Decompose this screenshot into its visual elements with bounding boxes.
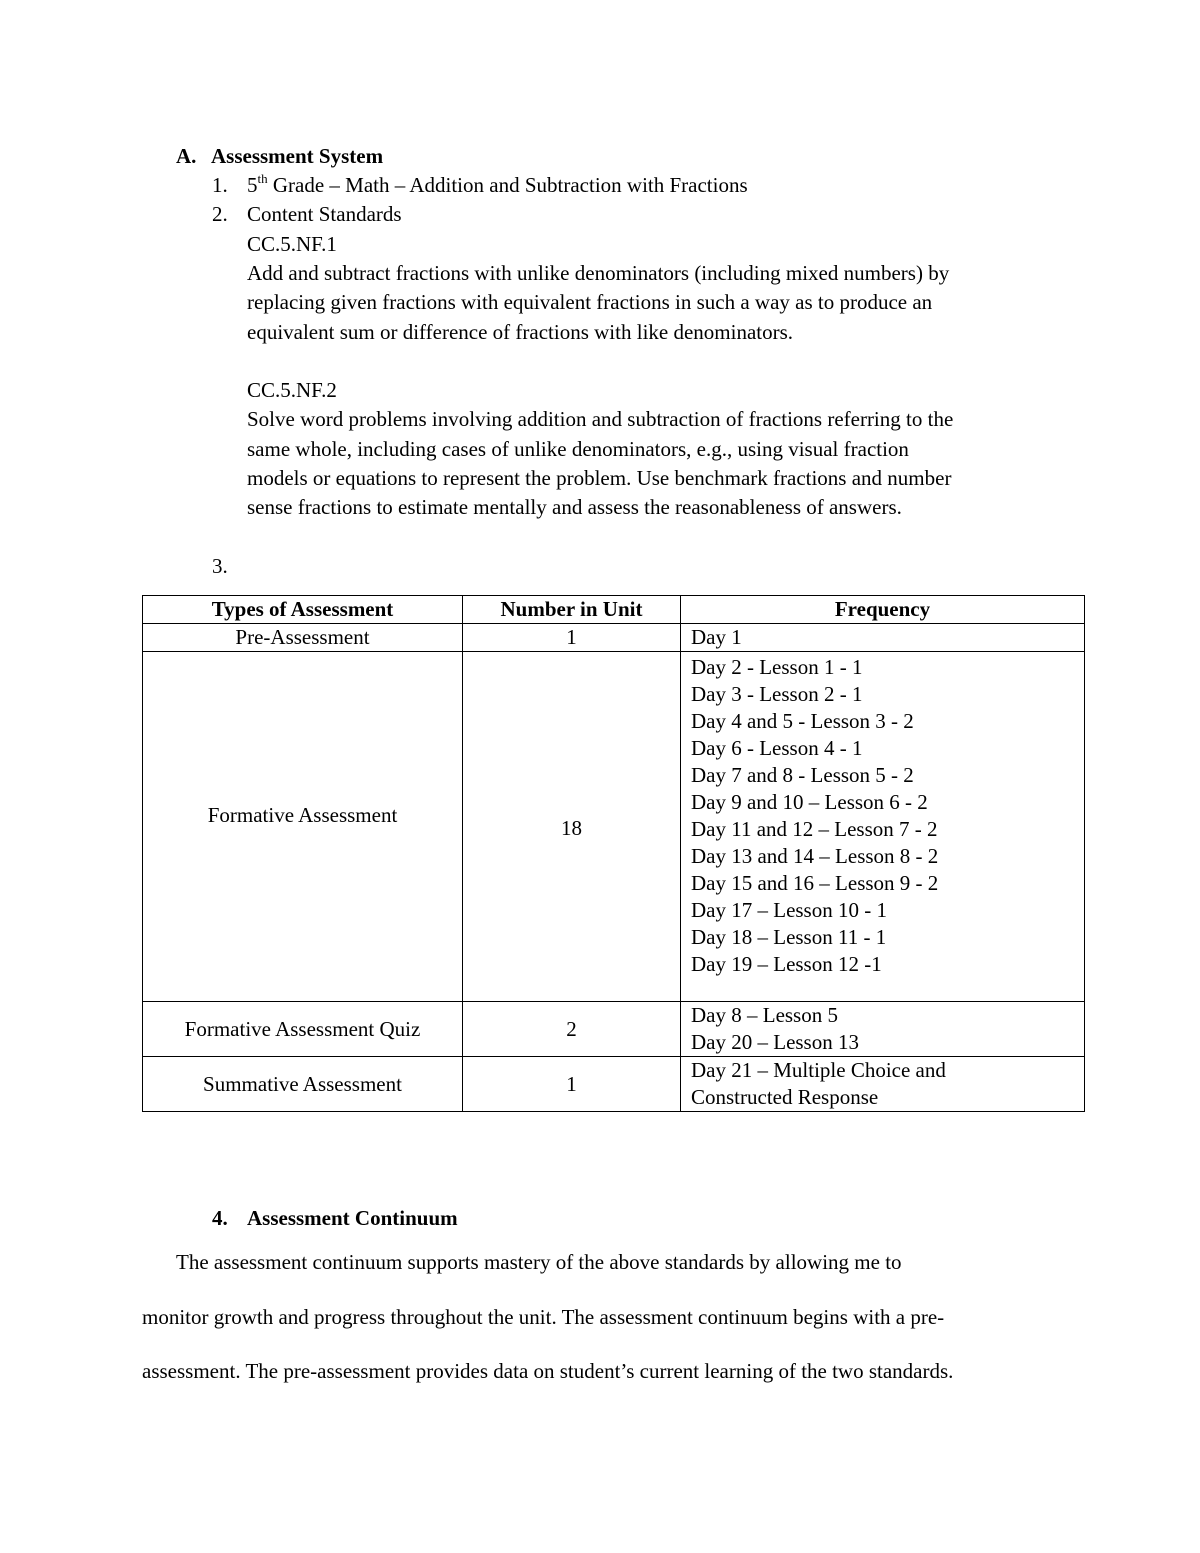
frequency-line: Day 6 - Lesson 4 - 1 xyxy=(691,736,863,760)
standard1-code: CC.5.NF.1 xyxy=(247,232,337,256)
standard2-code: CC.5.NF.2 xyxy=(247,378,337,402)
item1-number: 1. xyxy=(212,173,228,197)
assessment-type-cell xyxy=(143,652,463,1002)
assessment-frequency-cell xyxy=(681,1057,1085,1112)
frequency-line: Day 3 - Lesson 2 - 1 xyxy=(691,682,863,706)
content-standards-title: Content Standards xyxy=(247,202,402,226)
table-header-row xyxy=(143,596,1085,624)
item2-number: 2. xyxy=(212,202,228,226)
continuum-paragraph-line: The assessment continuum supports mastery of the above standards by allowing me to xyxy=(176,1250,902,1274)
frequency-line: Day 11 and 12 – Lesson 7 - 2 xyxy=(691,817,938,841)
table-row xyxy=(143,1002,1085,1057)
frequency-line: Day 4 and 5 - Lesson 3 - 2 xyxy=(691,709,914,733)
standard2-line: same whole, including cases of unlike denominators, e.g., using visual fraction xyxy=(247,437,909,461)
standard1-line: equivalent sum or difference of fractions with like denominators. xyxy=(247,320,794,344)
frequency-line: Constructed Response xyxy=(691,1085,879,1109)
grade-superscript: th xyxy=(257,171,268,186)
standard1-line: replacing given fractions with equivalent fractions in such a way as to produce an xyxy=(247,290,933,314)
frequency-line: Day 21 – Multiple Choice and xyxy=(691,1058,946,1082)
standard2-line: models or equations to represent the problem. Use benchmark fractions and number xyxy=(247,466,952,490)
item1-text xyxy=(247,173,748,198)
continuum-title: Assessment Continuum xyxy=(247,1206,458,1230)
frequency-line: Day 17 – Lesson 10 - 1 xyxy=(691,898,887,922)
continuum-paragraph-line: monitor growth and progress throughout the unit. The assessment continuum begins with a pre- xyxy=(142,1305,945,1329)
continuum-paragraph-line: assessment. The pre-assessment provides data on student’s current learning of the two standards. xyxy=(142,1359,954,1383)
assessment-number-cell: 2 xyxy=(463,1002,681,1057)
section-marker: A. xyxy=(176,144,197,168)
grade-description: Grade – Math – Addition and Subtraction with Fractions xyxy=(267,173,748,197)
assessment-number-cell: 1 xyxy=(463,1057,681,1112)
standard1-line: Add and subtract fractions with unlike denominators (including mixed numbers) by xyxy=(247,261,950,285)
grade-number: 5 xyxy=(247,173,258,197)
table-header-cell: Frequency xyxy=(681,596,1085,624)
assessment-type-text: Formative Assessment xyxy=(207,803,398,827)
frequency-line: Day 13 and 14 – Lesson 8 - 2 xyxy=(691,844,939,868)
table-row xyxy=(143,1057,1085,1112)
table-row xyxy=(143,624,1085,652)
assessment-type-cell: Pre-Assessment xyxy=(143,624,463,652)
table-row xyxy=(143,652,1085,1002)
assessment-number-cell xyxy=(463,652,681,1002)
standard2-line: Solve word problems involving addition and subtraction of fractions referring to the xyxy=(247,407,954,431)
assessment-table xyxy=(142,595,1085,1112)
assessment-type-cell: Summative Assessment xyxy=(143,1057,463,1112)
frequency-line: Day 15 and 16 – Lesson 9 - 2 xyxy=(691,871,939,895)
assessment-type-cell: Formative Assessment Quiz xyxy=(143,1002,463,1057)
assessment-number-cell: 1 xyxy=(463,624,681,652)
table-header-cell: Types of Assessment xyxy=(143,596,463,624)
frequency-line: Day 8 – Lesson 5 xyxy=(691,1003,838,1027)
frequency-line: Day 7 and 8 - Lesson 5 - 2 xyxy=(691,763,914,787)
frequency-line: Day 9 and 10 – Lesson 6 - 2 xyxy=(691,790,928,814)
assessment-frequency-cell xyxy=(681,652,1085,1002)
assessment-frequency-cell xyxy=(681,624,1085,652)
item3-number: 3. xyxy=(212,554,228,578)
frequency-line: Day 1 xyxy=(691,625,742,649)
section-title: Assessment System xyxy=(211,144,384,168)
table-header-cell: Number in Unit xyxy=(463,596,681,624)
continuum-number: 4. xyxy=(212,1206,228,1230)
frequency-line: Day 20 – Lesson 13 xyxy=(691,1030,859,1054)
frequency-line: Day 18 – Lesson 11 - 1 xyxy=(691,925,887,949)
assessment-frequency-cell xyxy=(681,1002,1085,1057)
assessment-number-text: 18 xyxy=(561,816,582,840)
standard2-line: sense fractions to estimate mentally and assess the reasonableness of answers. xyxy=(247,495,902,519)
frequency-line: Day 2 - Lesson 1 - 1 xyxy=(691,655,863,679)
frequency-line: Day 19 – Lesson 12 -1 xyxy=(691,952,882,976)
